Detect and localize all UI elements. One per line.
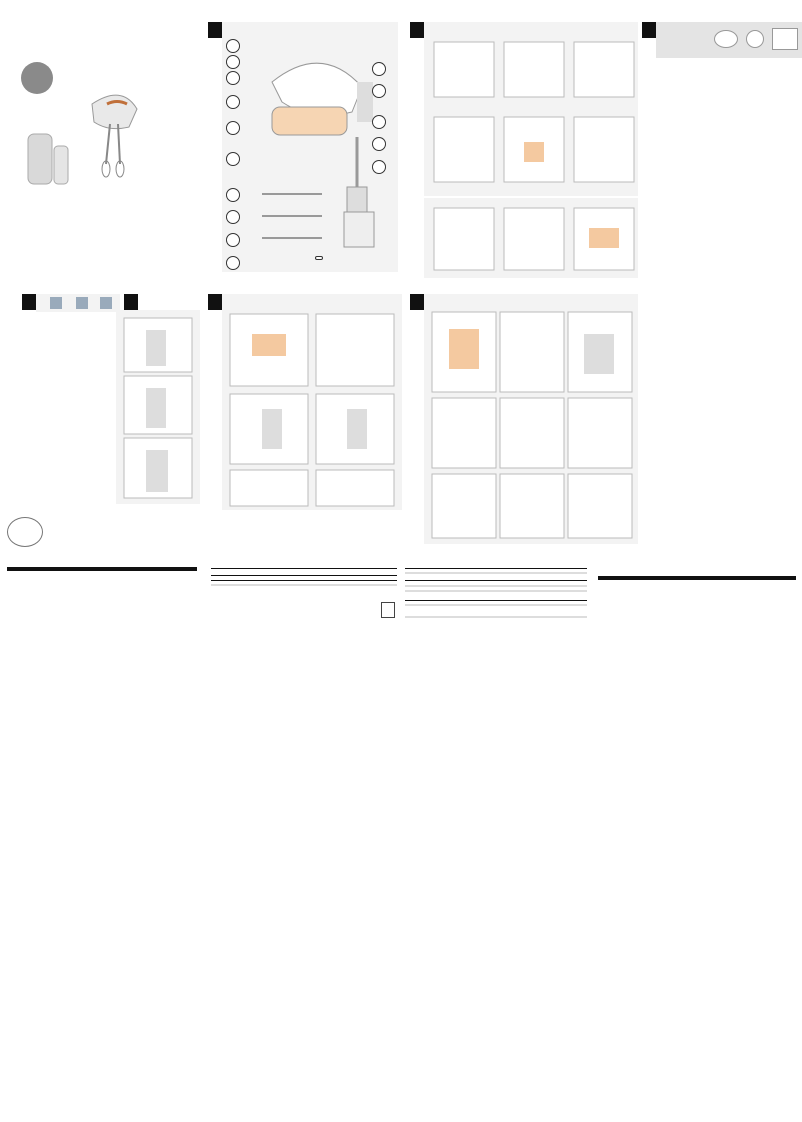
fig3-drawing xyxy=(222,294,402,510)
fig2-panel-top xyxy=(424,22,638,196)
fig1-callout-13 xyxy=(372,115,386,129)
lang-row xyxy=(115,204,205,212)
lang-row xyxy=(7,212,107,220)
fig1-callout-10 xyxy=(226,256,240,270)
english-column xyxy=(7,567,197,585)
fig1-drawing xyxy=(222,22,398,272)
column-2 xyxy=(211,568,397,586)
fig4-panel xyxy=(424,294,638,544)
fig1-callout-6 xyxy=(226,152,240,166)
deutsch-header xyxy=(598,576,796,580)
water-icon xyxy=(76,297,88,309)
chopper-note-bar xyxy=(405,585,587,587)
recipe-tip-bar xyxy=(405,604,587,606)
philips-shield-logo xyxy=(7,517,43,547)
timer-icon xyxy=(746,30,764,48)
fig1-panel xyxy=(222,22,398,272)
fig2-bottom-drawing xyxy=(424,198,638,278)
fig2-drawing xyxy=(424,22,638,196)
fig4-number xyxy=(410,294,424,310)
column-4 xyxy=(598,568,796,590)
spice-heading xyxy=(405,600,587,601)
lang-row xyxy=(7,237,107,245)
fig6-number xyxy=(22,294,36,310)
fig1-callout-8 xyxy=(226,210,240,224)
fig3-panel xyxy=(222,294,402,510)
lang-row xyxy=(7,221,107,229)
fig2-number xyxy=(410,22,424,38)
fig1-callout-15 xyxy=(372,160,386,174)
mixer-product-image xyxy=(22,84,152,194)
fig5-number xyxy=(642,22,656,38)
fig1-callout-5 xyxy=(226,121,240,135)
lang-row xyxy=(7,196,107,204)
fig6-header xyxy=(36,294,120,312)
fig1-callout-11 xyxy=(372,62,386,76)
lang-row xyxy=(7,229,107,237)
fig1-callout-7 xyxy=(226,188,240,202)
fig1-number xyxy=(208,22,222,38)
chopper-tip-bar xyxy=(405,590,587,592)
chopper-heading xyxy=(405,580,587,581)
tip-bar xyxy=(211,584,397,586)
fig1-callout-9 xyxy=(226,233,240,247)
fig7-drawing xyxy=(116,310,200,504)
language-list xyxy=(7,196,205,256)
bar-blender-heading xyxy=(405,568,587,569)
lang-row xyxy=(115,212,205,220)
fig3-number xyxy=(208,294,222,310)
fig4-drawing xyxy=(424,294,638,544)
lang-row xyxy=(115,196,205,204)
wire-heading xyxy=(211,580,397,581)
fig2-panel-bottom xyxy=(424,198,638,278)
fig1-callout-2 xyxy=(226,55,240,69)
recycle-bin-icon xyxy=(381,602,395,618)
fig1-callout-12 xyxy=(372,84,386,98)
fig1-callout-4 xyxy=(226,95,240,109)
bar-tip-bar xyxy=(405,572,587,574)
fig7-panel xyxy=(116,310,200,504)
fig1-callout-14 xyxy=(372,137,386,151)
fig1-callout-1 xyxy=(226,39,240,53)
english-header xyxy=(7,567,197,571)
fig1-callout-16-18 xyxy=(315,256,323,260)
lang-row xyxy=(7,204,107,212)
dishwasher-icon xyxy=(100,297,112,309)
recycling-heading xyxy=(211,568,397,569)
sink-icon xyxy=(50,297,62,309)
column-3 xyxy=(405,568,587,622)
caution-bar xyxy=(405,616,587,618)
fig5-header xyxy=(656,22,802,58)
fig1-callout-3 xyxy=(226,71,240,85)
fig7-number xyxy=(124,294,138,310)
scale-icon xyxy=(714,30,738,48)
speed-icon xyxy=(772,28,798,50)
before-heading xyxy=(211,575,397,576)
